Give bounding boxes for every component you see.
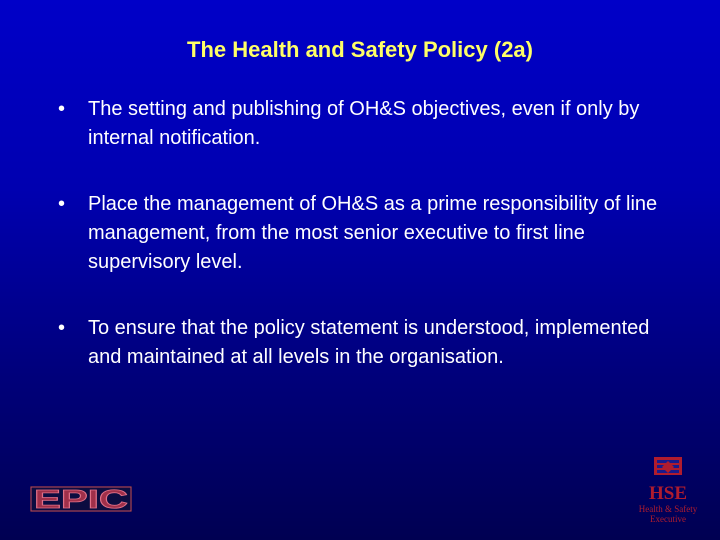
bullet-list (58, 95, 678, 372)
bullet-text: To ensure that the policy statement is understood, implemented and maintained at all levels in the organisation. (88, 317, 650, 368)
hse-logo-icon (624, 455, 712, 527)
epic-logo-icon (30, 486, 132, 512)
bullet-text: The setting and publishing of OH&S objectives, even if only by internal notification. (88, 98, 640, 149)
hse-logo-text: HSE (648, 483, 688, 504)
hse-emblem-icon (654, 457, 682, 475)
slide-title: The Health and Safety Policy (2a) (187, 37, 533, 62)
epic-logo-text: EPIC (34, 486, 129, 512)
bullet-dot: • (58, 193, 66, 215)
hse-subtitle-line1: Health & Safety (638, 504, 698, 514)
bullet-item (58, 314, 678, 372)
bullet-dot: • (58, 98, 66, 120)
bullet-item (58, 95, 678, 153)
bullet-dot: • (58, 317, 66, 339)
bullet-item (58, 190, 678, 277)
bullet-text: Place the management of OH&S as a prime responsibility of line management, from the most senior executive to first line supervisory level. (88, 193, 658, 273)
hse-subtitle-line2: Executive (650, 514, 686, 524)
